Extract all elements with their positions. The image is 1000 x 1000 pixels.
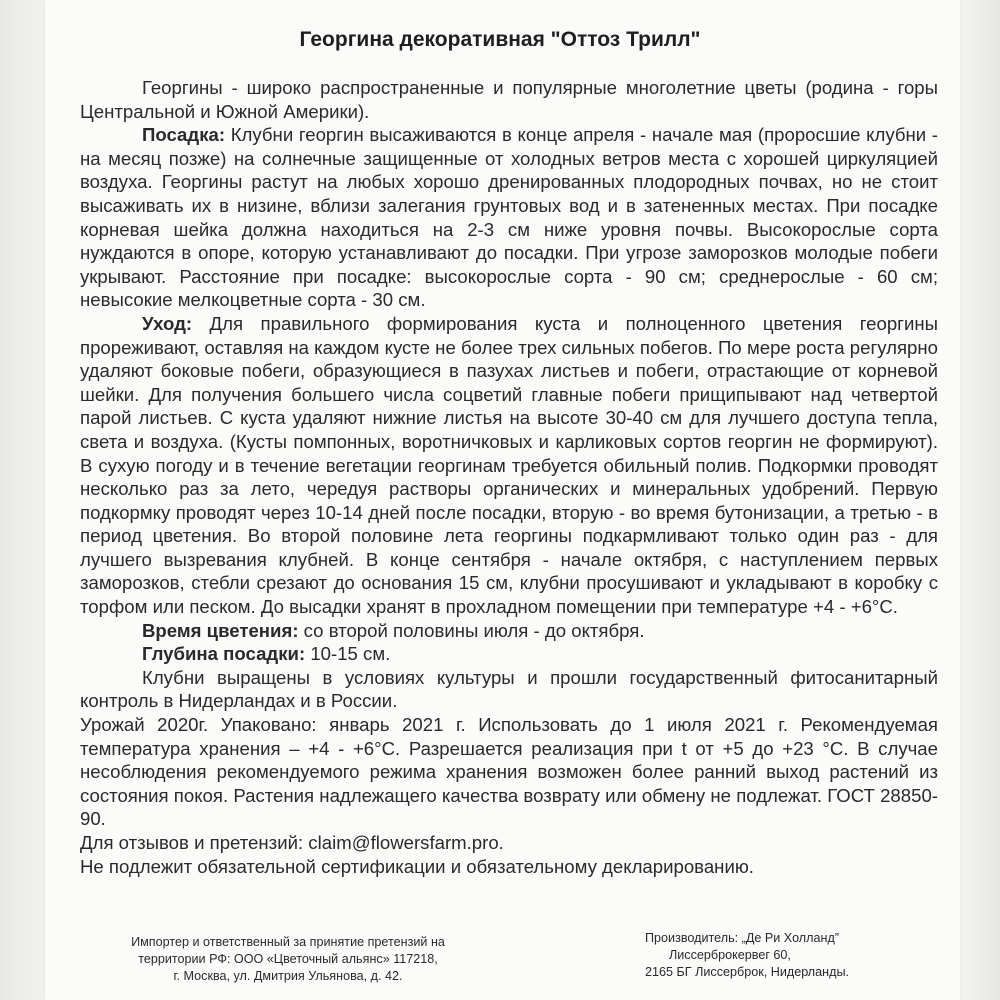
bloom-time-label: Время цветения: [142, 619, 299, 641]
document-body [80, 76, 938, 878]
importer-line: Импортер и ответственный за принятие претензий на [131, 935, 445, 949]
planting-paragraph [80, 123, 938, 312]
certification-line: Не подлежит обязательной сертификации и обязательному декларированию. [80, 855, 754, 877]
feedback-line: Для отзывов и претензий: claim@flowersfarm.pro. [80, 832, 504, 853]
intro-paragraph: Георгины - широко распространенные и популярные многолетние цветы (родина - горы Центральной и Южной Америки). [80, 77, 938, 122]
bloom-time-text: со второй половины июля - до октября. [298, 619, 645, 641]
bloom-time-paragraph [80, 619, 938, 643]
producer-line: 2165 БГ Лиссерброк, Нидерланды. [645, 965, 849, 979]
harvest-paragraph: Урожай 2020г. Упаковано: январь 2021 г. Использовать до 1 июля 2021 г. Рекомендуемая температура хранения – +4 - +6°С. Разрешается реализация при t от +5 до +23 °С. В случае несоблюдения рекомендуемого режима хранения возможен более ранний выход растений из состояния покоя. Растения надлежащего качества возврату или обмену не подлежат. ГОСТ 28850-90. [80, 714, 938, 830]
care-paragraph [80, 312, 938, 619]
importer-line: территории РФ: ООО «Цветочный альянс» 117218, [138, 952, 438, 966]
right-background [960, 0, 1000, 1000]
producer-line: Производитель: „Де Ри Холланд” [645, 931, 839, 945]
planting-depth-paragraph [80, 642, 938, 666]
care-label: Уход: [142, 312, 193, 334]
producer-line: Лиссерброкервег 60, [669, 948, 791, 962]
planting-depth-label: Глубина посадки: [142, 643, 306, 665]
importer-line: г. Москва, ул. Дмитрия Ульянова, д. 42. [173, 969, 403, 983]
phyto-paragraph: Клубни выращены в условиях культуры и прошли государственный фитосанитарный контроль в Нидерландах и в России. [80, 666, 938, 712]
producer-info [645, 930, 935, 981]
care-text: Для правильного формирования куста и полноценного цветения георгины прореживают, оставляя на каждом кусте не более трех сильных побегов. По мере роста регулярно удаляют боковые побеги, образующиеся в пазухах листьев и побеги, отрастающие от корневой шейки. Для получения большего числа соцветий главные побеги прищипывают над четвертой парой листьев. С куста удаляют нижние листья на высоте 30-40 см для лучшего доступа тепла, света и воздуха. (Кусты помпонных, воротничковых и карликовых сортов георгин не формируют). В сухую погоду и в течение вегетации георгинам требуется обильный полив. Подкормки проводят несколько раз за лето, чередуя растворы органических и минеральных удобрений. Первую подкормку проводят через 10-14 дней после посадки, вторую - во время бутонизации, а третью - в период цветения. Во второй половине лета георгины подкармливают только один раз - для лучшего вызревания клубней. В конце сентября - начале октября, с наступлением первых заморозков, стебли срезают до основания 15 см, клубни просушивают и укладывают в коробку с торфом или песком. До высадки хранят в прохладном помещении при температуре +4 - +6°С. [80, 312, 938, 618]
planting-label: Посадка: [142, 124, 226, 146]
planting-text: Клубни георгин высаживаются в конце апреля - начале мая (проросшие клубни - на месяц позже) на солнечные защищенные от холодных ветров места с хорошей циркуляцией воздуха. Георгины растут на любых хорошо дренированных плодородных почвах, но не стоит высаживать их в низине, вблизи залегания грунтовых вод и в затененных местах. При посадке корневая шейка должна находиться на 2-3 см ниже уровня почвы. Высокорослые сорта нуждаются в опоре, которую устанавливают до посадки. При угрозе заморозков молодые побеги укрывают. Расстояние при посадке: высокорослые сорта - 90 см; среднерослые - 60 см; невысокие мелкоцветные сорта - 30 см. [80, 124, 938, 311]
planting-depth-text: 10-15 см. [305, 643, 391, 665]
importer-info [88, 934, 488, 985]
left-background [0, 0, 45, 1000]
document-title: Георгина декоративная "Оттоз Трилл" [299, 28, 701, 51]
